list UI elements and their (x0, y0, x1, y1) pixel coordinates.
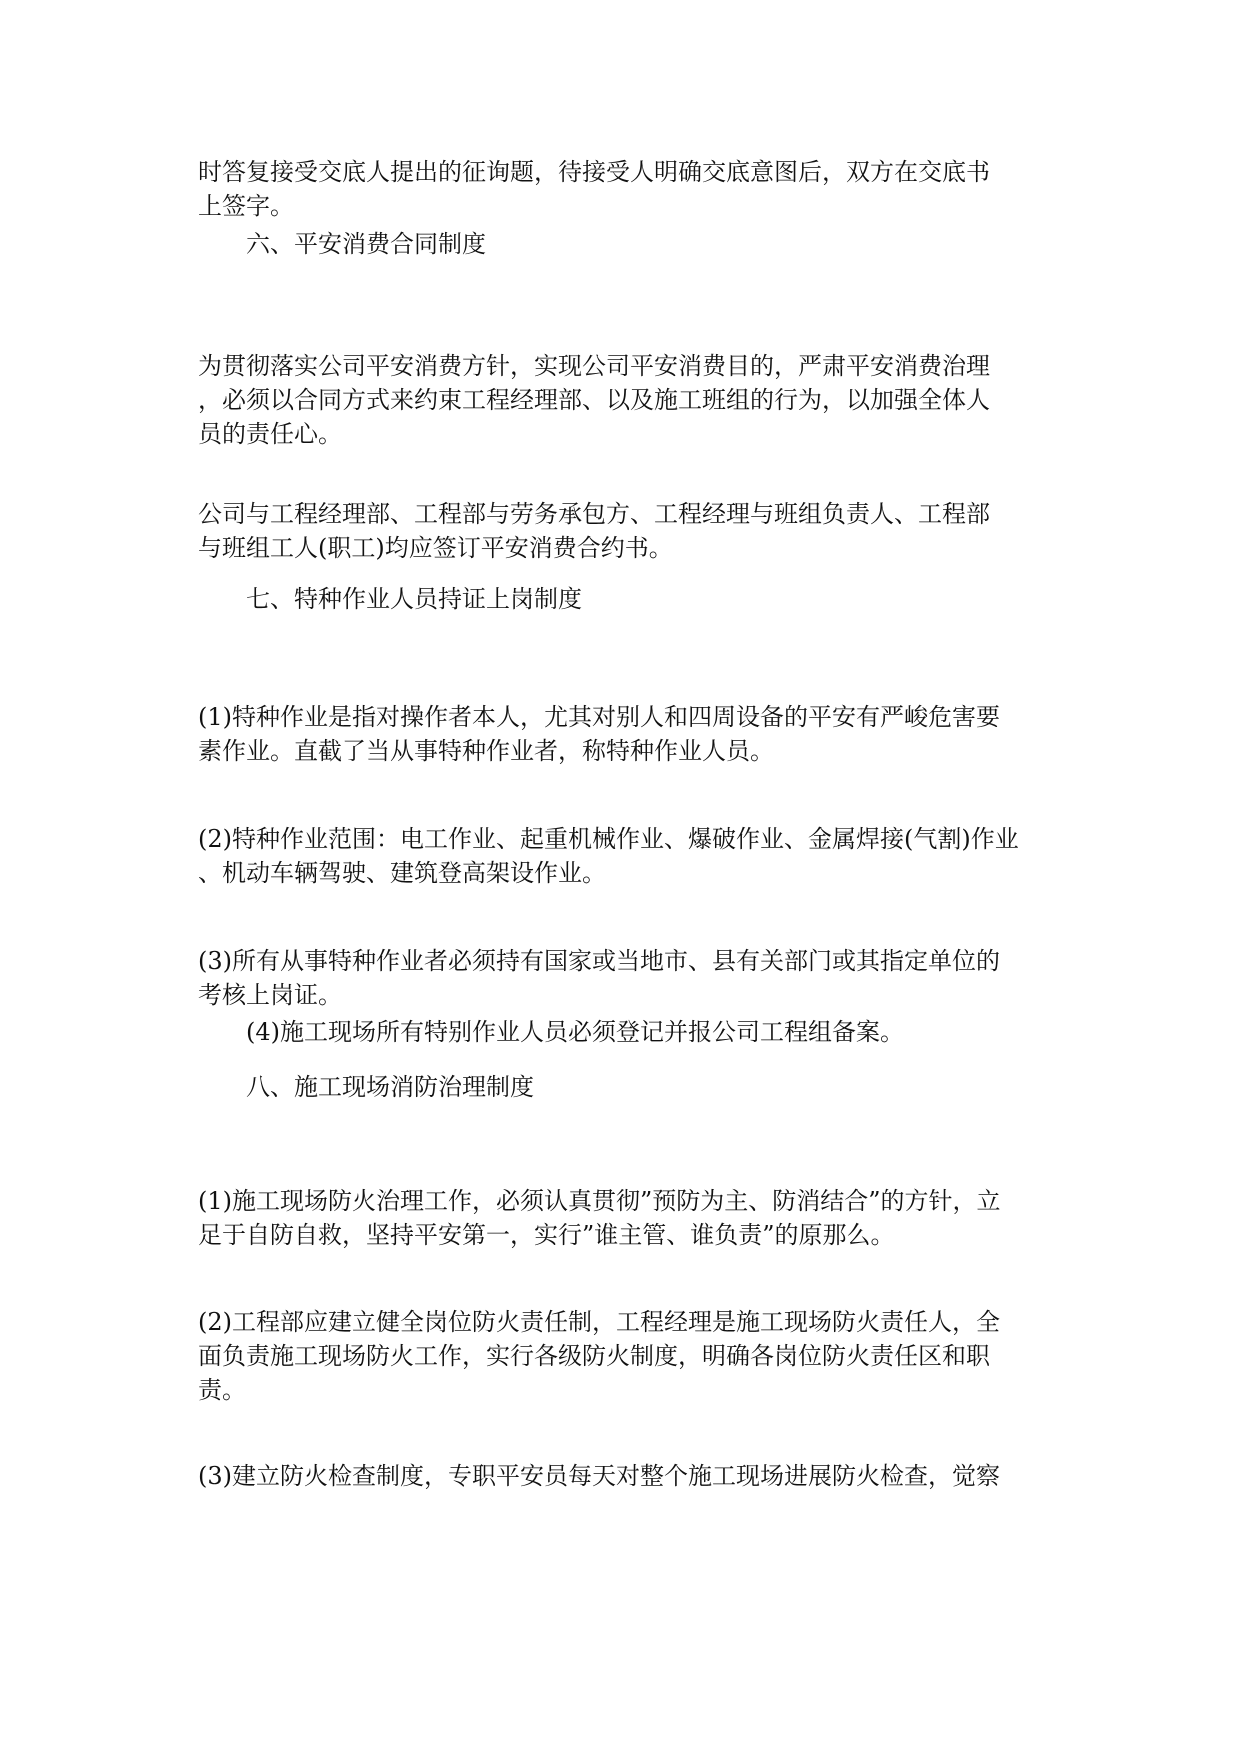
paragraph-fire-2: (2)工程部应建立健全岗位防火责任制，工程经理是施工现场防火责任人，全 面负责施工现场防火工作，实行各级防火制度，明确各岗位防火责任区和职 责。 (198, 1308, 1000, 1404)
paragraph-continuation: 时答复接受交底人提出的征询题，待接受人明确交底意图后，双方在交底书 上签字。 (198, 158, 990, 220)
section-heading-8: 八、施工现场消防治理制度 (246, 1073, 534, 1101)
paragraph-special-work-1: (1)特种作业是指对操作者本人，尤其对别人和四周设备的平安有严峻危害要 素作业。直截了当从事特种作业者，称特种作业人员。 (198, 703, 1000, 765)
section-heading-6: 六、平安消费合同制度 (246, 230, 486, 258)
paragraph-special-work-4: (4)施工现场所有特别作业人员必须登记并报公司工程组备案。 (246, 1018, 904, 1046)
paragraph-contract-parties: 公司与工程经理部、工程部与劳务承包方、工程经理与班组负责人、工程部 与班组工人(职工)均应签订平安消费合约书。 (198, 500, 990, 562)
paragraph-special-work-2: (2)特种作业范围：电工作业、起重机械作业、爆破作业、金属焊接(气割)作业 、机动车辆驾驶、建筑登高架设作业。 (198, 825, 1019, 887)
paragraph-fire-3: (3)建立防火检查制度，专职平安员每天对整个施工现场进展防火检查，觉察 (198, 1462, 1000, 1490)
section-heading-7: 七、特种作业人员持证上岗制度 (246, 585, 582, 613)
paragraph-safety-contract: 为贯彻落实公司平安消费方针，实现公司平安消费目的，严肃平安消费治理 ，必须以合同方式来约束工程经理部、以及施工班组的行为，以加强全体人 员的责任心。 (198, 352, 990, 448)
paragraph-special-work-3: (3)所有从事特种作业者必须持有国家或当地市、县有关部门或其指定单位的 考核上岗证。 (198, 947, 1000, 1009)
paragraph-fire-1: (1)施工现场防火治理工作，必须认真贯彻”预防为主、防消结合”的方针，立 足于自防自救，坚持平安第一，实行”谁主管、谁负责”的原那么。 (198, 1187, 1001, 1249)
